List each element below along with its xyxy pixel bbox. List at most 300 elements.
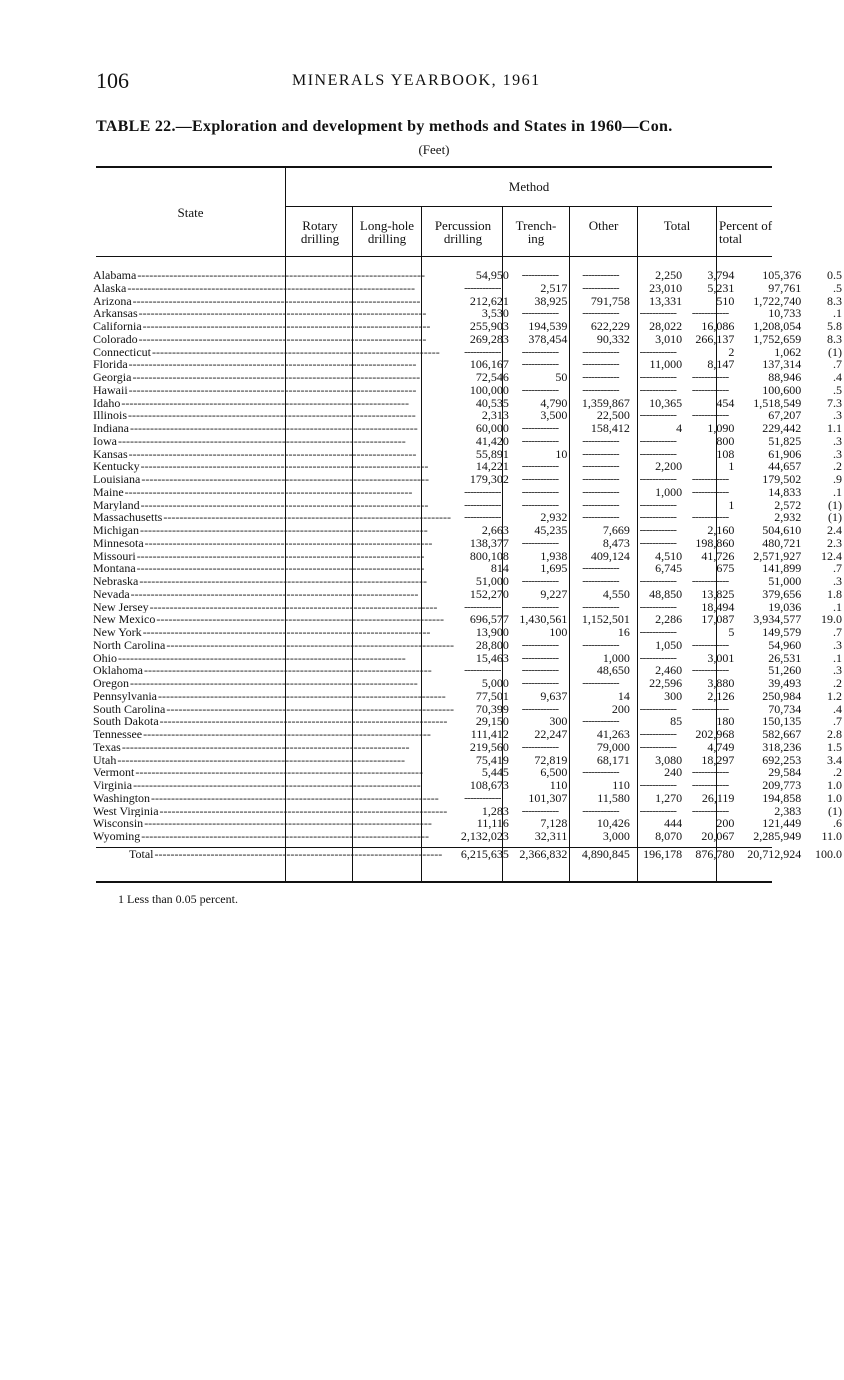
value-cell: ------------ bbox=[582, 460, 619, 473]
value-cell: .1 bbox=[833, 485, 842, 499]
value-cell: 800,108 bbox=[469, 549, 509, 563]
value-cell: 250,984 bbox=[762, 689, 802, 703]
state-name: Minnesota ----- bbox=[93, 537, 454, 550]
value-cell: 675 bbox=[716, 562, 735, 575]
state-name-cell bbox=[93, 575, 454, 588]
state-name: Nebraska ----- bbox=[93, 575, 454, 588]
value-cell: ------------ bbox=[639, 371, 677, 383]
state-name: Georgia ----- bbox=[93, 371, 454, 384]
value-cell: ------------ bbox=[521, 460, 559, 473]
state-name: Oklahoma ----- bbox=[93, 664, 454, 677]
value-cell: 378,454 bbox=[528, 332, 568, 346]
table-row bbox=[93, 728, 844, 741]
value-cell: ------------ bbox=[464, 664, 501, 677]
value-cell: 5 bbox=[728, 626, 735, 639]
value-cell: 39,493 bbox=[768, 677, 802, 690]
value-cell: 2.3 bbox=[827, 536, 842, 550]
state-name: Nevada ----- bbox=[93, 588, 454, 601]
table-row bbox=[93, 358, 844, 371]
value-cell: ------------ bbox=[691, 383, 729, 396]
state-name: Colorado ----- bbox=[93, 333, 454, 346]
value-cell: .2 bbox=[833, 460, 842, 473]
value-cell: 4 bbox=[676, 422, 683, 435]
value-cell: 41,726 bbox=[701, 549, 735, 563]
value-cell: ------------ bbox=[582, 766, 619, 779]
table-row bbox=[93, 792, 844, 805]
value-cell: 1,090 bbox=[707, 422, 735, 435]
table-row bbox=[93, 664, 844, 677]
value-cell: 13,331 bbox=[649, 294, 683, 308]
value-cell: 10,365 bbox=[649, 396, 683, 410]
value-cell: 1,208,054 bbox=[753, 320, 802, 333]
state-name: Arkansas ----- bbox=[93, 307, 454, 320]
value-cell: 79,000 bbox=[596, 740, 630, 754]
value-cell: ------------ bbox=[521, 638, 559, 651]
value-cell: 454 bbox=[716, 396, 735, 410]
value-cell: ------------ bbox=[639, 524, 677, 536]
value-cell: 19.0 bbox=[821, 613, 842, 626]
value-cell: ------------ bbox=[521, 434, 559, 447]
state-name-cell bbox=[93, 652, 454, 665]
state-name-cell bbox=[93, 320, 454, 333]
value-cell: ------------ bbox=[639, 536, 677, 549]
state-name-cell bbox=[93, 562, 454, 575]
value-cell: 10 bbox=[555, 447, 568, 461]
table-row bbox=[93, 575, 844, 588]
table-row bbox=[93, 473, 844, 486]
table-row bbox=[93, 830, 844, 843]
value-cell: .5 bbox=[833, 383, 842, 397]
table-row bbox=[93, 562, 844, 575]
value-cell: 12.4 bbox=[821, 549, 842, 563]
value-cell: 29,584 bbox=[768, 766, 802, 779]
value-cell: ------------ bbox=[691, 575, 729, 587]
value-cell: 6,500 bbox=[540, 766, 568, 779]
state-name: Michigan ----- bbox=[93, 524, 454, 537]
value-cell: 7,128 bbox=[540, 817, 568, 830]
state-name: Total ----- bbox=[129, 843, 454, 865]
data-table bbox=[93, 269, 844, 865]
value-cell: .1 bbox=[833, 307, 842, 320]
state-name: Oregon ----- bbox=[93, 677, 454, 690]
value-cell: ------------ bbox=[464, 511, 501, 524]
state-name: Illinois ----- bbox=[93, 409, 454, 422]
value-cell: 1,359,867 bbox=[581, 396, 630, 410]
value-cell: .2 bbox=[833, 766, 842, 779]
state-name: Ohio ----- bbox=[93, 652, 454, 665]
value-cell: 19,036 bbox=[768, 600, 802, 614]
value-cell: ------------ bbox=[521, 740, 559, 753]
value-cell: ------------ bbox=[582, 562, 619, 575]
state-name-cell bbox=[93, 805, 454, 818]
value-cell: ------------ bbox=[582, 677, 619, 689]
value-cell: 5.8 bbox=[827, 320, 842, 333]
value-cell: 100 bbox=[549, 626, 568, 639]
value-cell: (1) bbox=[828, 511, 842, 524]
value-cell: 10,733 bbox=[768, 307, 802, 320]
value-cell: 1,430,561 bbox=[519, 613, 568, 626]
table-row bbox=[93, 677, 844, 690]
value-cell: 696,577 bbox=[469, 613, 509, 626]
value-cell: 15,463 bbox=[475, 651, 509, 665]
value-cell: ------------ bbox=[582, 804, 619, 817]
value-cell: 219,560 bbox=[469, 740, 509, 754]
value-cell: 6,215,635 bbox=[460, 846, 509, 861]
value-cell: 2 bbox=[728, 345, 735, 359]
value-cell: 2,383 bbox=[774, 804, 802, 818]
state-name: Connecticut ----- bbox=[93, 346, 454, 359]
value-cell: 3,530 bbox=[481, 307, 509, 320]
value-cell: 45,235 bbox=[534, 524, 568, 537]
value-cell: 20,712,924 bbox=[747, 846, 802, 861]
state-name-cell bbox=[93, 422, 454, 435]
table-row bbox=[93, 511, 844, 524]
value-cell: 9,227 bbox=[540, 587, 568, 601]
value-cell: ------------ bbox=[521, 575, 559, 587]
header-percent-of-total: Percent of total bbox=[719, 218, 773, 246]
state-name: Washington ----- bbox=[93, 792, 454, 805]
state-name: Vermont ----- bbox=[93, 766, 454, 779]
value-cell: 111,412 bbox=[470, 728, 509, 741]
value-cell: 85 bbox=[670, 715, 683, 728]
value-cell: ------------ bbox=[464, 345, 501, 358]
table-row bbox=[93, 499, 844, 512]
state-name-cell bbox=[93, 766, 454, 779]
state-name-cell bbox=[93, 460, 454, 473]
value-cell: 2,285,949 bbox=[753, 830, 802, 843]
value-cell: 22,247 bbox=[534, 728, 568, 741]
value-cell: 2,517 bbox=[540, 281, 568, 295]
state-name: Florida ----- bbox=[93, 358, 454, 371]
table-row bbox=[93, 537, 844, 550]
table-row bbox=[93, 282, 844, 295]
value-cell: 51,825 bbox=[768, 434, 802, 448]
value-cell: 240 bbox=[664, 766, 683, 779]
method-rule bbox=[286, 206, 772, 207]
value-cell: .7 bbox=[833, 715, 842, 728]
value-cell: .3 bbox=[833, 575, 842, 588]
value-cell: 8,147 bbox=[707, 358, 735, 371]
value-cell: ------------ bbox=[691, 779, 729, 791]
state-name: Wyoming ----- bbox=[93, 830, 454, 843]
value-cell: 2,160 bbox=[707, 524, 735, 537]
value-cell: 622,229 bbox=[590, 320, 630, 333]
table-row bbox=[93, 460, 844, 473]
value-cell: 444 bbox=[664, 817, 683, 830]
value-cell: 22,500 bbox=[596, 409, 630, 422]
value-cell: 3,001 bbox=[707, 651, 735, 665]
value-cell: ------------ bbox=[691, 371, 729, 383]
value-cell: .3 bbox=[833, 638, 842, 652]
state-name-cell bbox=[93, 830, 454, 843]
value-cell: 2,286 bbox=[655, 613, 683, 626]
table-row bbox=[93, 601, 844, 614]
value-cell: 212,621 bbox=[469, 294, 509, 308]
header-rotary-drilling: Rotary drilling bbox=[300, 218, 340, 246]
table-row bbox=[93, 639, 844, 652]
value-cell: ------------ bbox=[521, 498, 559, 511]
value-cell: ------------ bbox=[691, 804, 729, 817]
value-cell: ------------ bbox=[639, 740, 677, 753]
header-method: Method bbox=[508, 179, 550, 194]
table-row bbox=[93, 397, 844, 410]
value-cell: ------------ bbox=[521, 651, 559, 664]
value-cell: ------------ bbox=[582, 371, 619, 383]
value-cell: 149,579 bbox=[762, 626, 802, 639]
state-name-cell bbox=[93, 282, 454, 295]
value-cell: 40,535 bbox=[475, 396, 509, 410]
value-cell: 202,968 bbox=[695, 728, 735, 741]
running-head: MINERALS YEARBOOK, 1961 bbox=[292, 72, 541, 89]
value-cell: 255,903 bbox=[469, 320, 509, 333]
table-row bbox=[93, 307, 844, 320]
value-cell: 108,673 bbox=[469, 779, 509, 792]
footnote: 1 Less than 0.05 percent. bbox=[118, 892, 238, 906]
value-cell: 2,571,927 bbox=[753, 549, 802, 563]
value-cell: 16 bbox=[617, 626, 630, 639]
table-row bbox=[93, 269, 844, 282]
value-cell: 7.3 bbox=[827, 396, 842, 410]
value-cell: 100,600 bbox=[762, 383, 802, 397]
value-cell: 379,656 bbox=[762, 587, 802, 601]
value-cell: 13,900 bbox=[475, 626, 509, 639]
value-cell: 5,445 bbox=[481, 766, 509, 779]
value-cell: ------------ bbox=[464, 600, 501, 613]
value-cell: ------------ bbox=[582, 600, 619, 613]
value-cell: 28,800 bbox=[475, 638, 509, 652]
value-cell: 1,722,740 bbox=[753, 294, 802, 308]
value-cell: ------------ bbox=[691, 409, 729, 422]
value-cell: 3.4 bbox=[827, 753, 842, 767]
value-cell: 266,137 bbox=[695, 332, 735, 346]
state-name: Utah ----- bbox=[93, 754, 454, 767]
value-cell: ------------ bbox=[639, 383, 677, 396]
value-cell: ------------ bbox=[639, 600, 677, 613]
value-cell: 108 bbox=[716, 447, 735, 461]
value-cell: ------------ bbox=[582, 511, 619, 524]
value-cell: 179,502 bbox=[762, 473, 802, 486]
table-row bbox=[93, 550, 844, 563]
state-name: Massachusetts ----- bbox=[93, 511, 454, 524]
value-cell: ------------ bbox=[691, 638, 729, 651]
value-cell: ------------ bbox=[639, 434, 677, 447]
value-cell: 504,610 bbox=[762, 524, 802, 537]
value-cell: ------------ bbox=[639, 511, 677, 524]
value-cell: 318,236 bbox=[762, 740, 802, 754]
value-cell: ------------ bbox=[691, 473, 729, 485]
state-name-cell bbox=[93, 409, 454, 422]
value-cell: 26,119 bbox=[701, 791, 735, 805]
state-name-cell bbox=[93, 486, 454, 499]
value-cell: .3 bbox=[833, 409, 842, 422]
value-cell: 11,580 bbox=[597, 791, 630, 805]
value-cell: ------------ bbox=[582, 345, 619, 358]
state-name-cell bbox=[93, 741, 454, 754]
value-cell: .4 bbox=[833, 702, 842, 716]
value-cell: 2,932 bbox=[540, 511, 568, 524]
value-cell: 8,473 bbox=[602, 536, 630, 550]
value-cell: 110 bbox=[612, 779, 630, 792]
state-name-cell bbox=[93, 843, 454, 865]
value-cell: (1) bbox=[828, 345, 842, 359]
value-cell: 29,150 bbox=[475, 715, 509, 728]
value-cell: 9,637 bbox=[540, 689, 568, 703]
value-cell: 60,000 bbox=[475, 422, 509, 435]
value-cell: 409,124 bbox=[590, 549, 630, 563]
value-cell: ------------ bbox=[639, 575, 677, 587]
value-cell: 88,946 bbox=[768, 371, 802, 384]
value-cell: 72,819 bbox=[534, 753, 568, 767]
state-name-cell bbox=[93, 792, 454, 805]
state-name: Iowa ----- bbox=[93, 435, 454, 448]
value-cell: 1,752,659 bbox=[753, 332, 802, 346]
value-cell: (1) bbox=[828, 804, 842, 818]
value-cell: 1,050 bbox=[655, 638, 683, 652]
value-cell: ------------ bbox=[691, 664, 729, 677]
table-row bbox=[93, 524, 844, 537]
state-name: Texas ----- bbox=[93, 741, 454, 754]
value-cell: 1,283 bbox=[481, 804, 509, 818]
state-name: Tennessee ----- bbox=[93, 728, 454, 741]
unit-note: (Feet) bbox=[418, 142, 450, 157]
table-row bbox=[93, 779, 844, 792]
value-cell: ------------ bbox=[521, 345, 559, 358]
state-name: New York ----- bbox=[93, 626, 454, 639]
value-cell: 97,761 bbox=[768, 281, 802, 295]
state-name: Alabama ----- bbox=[93, 269, 454, 282]
value-cell: ------------ bbox=[521, 358, 559, 371]
value-cell: 692,253 bbox=[762, 753, 802, 767]
state-name-cell bbox=[93, 690, 454, 703]
value-cell: 0.5 bbox=[827, 269, 842, 282]
value-cell: 480,721 bbox=[762, 536, 802, 550]
value-cell: 38,925 bbox=[534, 294, 568, 308]
value-cell: ------------ bbox=[582, 498, 619, 511]
value-cell: 17,087 bbox=[701, 613, 735, 626]
value-cell: ------------ bbox=[582, 269, 619, 281]
value-cell: 180 bbox=[716, 715, 735, 728]
value-cell: 10,426 bbox=[596, 817, 630, 830]
value-cell: 100,000 bbox=[469, 383, 509, 397]
value-cell: 1,152,501 bbox=[581, 613, 630, 626]
page-header bbox=[96, 68, 772, 98]
table-row bbox=[93, 626, 844, 639]
value-cell: .7 bbox=[833, 626, 842, 639]
value-cell: 200 bbox=[716, 817, 735, 830]
value-cell: 1,000 bbox=[602, 651, 630, 665]
value-cell: 800 bbox=[716, 434, 735, 448]
value-cell: ------------ bbox=[582, 434, 619, 447]
value-cell: 22,596 bbox=[649, 677, 683, 690]
value-cell: 2,132,023 bbox=[460, 830, 509, 843]
value-cell: 70,399 bbox=[475, 702, 509, 716]
header-trenching: Trench-ing bbox=[515, 218, 557, 246]
table-row bbox=[93, 486, 844, 499]
state-name-cell bbox=[93, 511, 454, 524]
table-row bbox=[93, 817, 844, 830]
table-row bbox=[93, 409, 844, 422]
state-name: Wisconsin ----- bbox=[93, 817, 454, 830]
table-row bbox=[93, 448, 844, 461]
value-cell: 3,934,577 bbox=[753, 613, 802, 626]
table-row bbox=[93, 371, 844, 384]
value-cell: 61,906 bbox=[768, 447, 802, 461]
state-name: South Carolina ----- bbox=[93, 703, 454, 716]
value-cell: 14,221 bbox=[475, 460, 509, 473]
value-cell: .3 bbox=[833, 447, 842, 461]
value-cell: ------------ bbox=[691, 485, 729, 498]
value-cell: 2,313 bbox=[481, 409, 509, 422]
value-cell: 1 bbox=[728, 498, 735, 512]
value-cell: 3,000 bbox=[602, 830, 630, 843]
value-cell: 791,758 bbox=[590, 294, 630, 308]
value-cell: 1,270 bbox=[655, 791, 683, 805]
value-cell: 137,314 bbox=[762, 358, 802, 371]
value-cell: 1,695 bbox=[540, 562, 568, 575]
state-name-cell bbox=[93, 384, 454, 397]
value-cell: 5,000 bbox=[481, 677, 509, 690]
table-row bbox=[93, 690, 844, 703]
value-cell: 152,270 bbox=[469, 587, 509, 601]
state-name-cell bbox=[93, 358, 454, 371]
value-cell: 121,449 bbox=[762, 817, 802, 830]
value-cell: ------------ bbox=[464, 791, 501, 804]
value-cell: 26,531 bbox=[768, 651, 802, 665]
value-cell: 8,070 bbox=[655, 830, 683, 843]
value-cell: 41,263 bbox=[596, 728, 630, 741]
value-cell: 1.1 bbox=[827, 422, 842, 435]
table-bottom-rule bbox=[96, 881, 772, 883]
value-cell: ------------ bbox=[521, 473, 559, 485]
value-cell: 179,302 bbox=[469, 473, 509, 486]
value-cell: 54,960 bbox=[768, 638, 802, 652]
table-row bbox=[93, 703, 844, 716]
state-name: New Jersey ----- bbox=[93, 601, 454, 614]
state-name-cell bbox=[93, 715, 454, 728]
value-cell: .2 bbox=[833, 677, 842, 690]
value-cell: 200 bbox=[611, 702, 630, 716]
value-cell: 14 bbox=[617, 689, 630, 703]
value-cell: ------------ bbox=[691, 511, 729, 524]
value-cell: ------------ bbox=[521, 677, 559, 689]
value-cell: 16,086 bbox=[701, 320, 735, 333]
value-cell: ------------ bbox=[521, 307, 559, 320]
value-cell: 194,539 bbox=[528, 320, 568, 333]
value-cell: 68,171 bbox=[596, 753, 630, 767]
value-cell: 1,062 bbox=[774, 345, 802, 359]
value-cell: 1.0 bbox=[827, 791, 842, 805]
value-cell: ------------ bbox=[639, 473, 677, 485]
table-body bbox=[93, 269, 844, 865]
table-row bbox=[93, 435, 844, 448]
state-name: Hawaii ----- bbox=[93, 384, 454, 397]
table-top-rule bbox=[96, 166, 772, 168]
value-cell: 32,311 bbox=[534, 830, 568, 843]
value-cell: 300 bbox=[549, 715, 568, 728]
value-cell: ------------ bbox=[521, 485, 559, 498]
value-cell: 23,010 bbox=[649, 281, 683, 295]
table-row bbox=[93, 320, 844, 333]
value-cell: 51,000 bbox=[768, 575, 802, 588]
state-name-cell bbox=[93, 550, 454, 563]
state-name-cell bbox=[93, 817, 454, 830]
value-cell: .5 bbox=[833, 281, 842, 295]
value-cell: ------------ bbox=[639, 702, 677, 715]
value-cell: 7,669 bbox=[602, 524, 630, 537]
value-cell: 14,833 bbox=[768, 485, 802, 499]
table-row bbox=[93, 715, 844, 728]
state-name-cell bbox=[93, 588, 454, 601]
